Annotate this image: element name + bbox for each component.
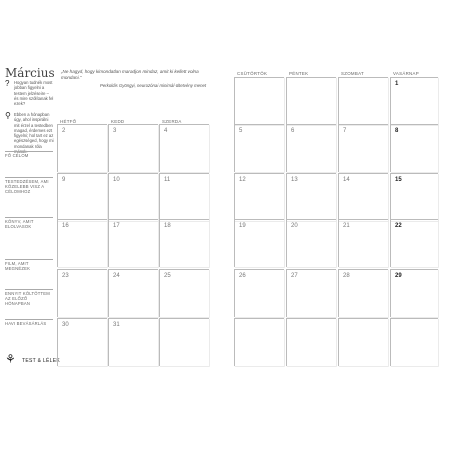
sidebar-field-label: ENNYIT KÖLTÖTTEM AZ ELŐZŐ HÓNAPBAN xyxy=(5,291,50,307)
calendar-day-cell[interactable] xyxy=(286,269,336,317)
calendar-day-cell[interactable] xyxy=(159,219,209,267)
day-number: 28 xyxy=(343,273,350,279)
sidebar-field-label: TESTEDZÉSEM, AMI KÖZELEBB VISZ A CÉLOMHOZ xyxy=(5,179,49,195)
location-pin-icon: ⚲ xyxy=(5,111,11,120)
calendar-day-cell[interactable] xyxy=(390,124,438,172)
day-number: 31 xyxy=(113,322,120,328)
day-number: 19 xyxy=(239,223,246,229)
weekday-header: SZERDA xyxy=(162,119,182,124)
day-number: 17 xyxy=(113,223,120,229)
sidebar-field-line xyxy=(5,319,53,320)
calendar-day-cell[interactable] xyxy=(234,219,284,267)
calendar-day-cell[interactable] xyxy=(286,173,336,221)
quote-author: Perkoldis Gyöngyi, neurozónai minimál-ültetvény menet xyxy=(100,83,207,88)
calendar-day-cell[interactable] xyxy=(286,219,336,267)
day-number: 9 xyxy=(62,177,66,183)
calendar-day-cell[interactable] xyxy=(338,173,388,221)
day-number: 12 xyxy=(239,177,246,183)
calendar-day-cell[interactable] xyxy=(57,124,107,172)
calendar-day-cell[interactable] xyxy=(338,77,388,125)
calendar-day-cell[interactable] xyxy=(108,124,158,172)
sidebar-field-label: FILM, AMIT MEGNÉZEK xyxy=(5,261,31,272)
day-number: 21 xyxy=(343,223,350,229)
calendar-day-cell[interactable] xyxy=(286,77,336,125)
reflection-text: Ebben a hónapban úgy, ahol inspirálni mit érzel a testedben magad, érdemes ezt figyelni; hol tart ez az egészséged, hogy mi mondanak róla mások. xyxy=(14,112,54,155)
day-number: 13 xyxy=(291,177,298,183)
day-number: 26 xyxy=(239,273,246,279)
day-number: 18 xyxy=(164,223,171,229)
calendar-day-cell[interactable] xyxy=(234,124,284,172)
monthly-quote: „Ne hagyd, hogy kimondatlan maradjon mindaz, amit ki kellett volna mondani.” xyxy=(61,69,199,81)
calendar-day-cell[interactable] xyxy=(286,318,336,366)
brand-logo xyxy=(5,353,65,367)
calendar-day-cell[interactable] xyxy=(159,318,209,366)
day-number: 6 xyxy=(291,128,295,134)
calendar-day-cell[interactable] xyxy=(108,318,158,366)
day-number: 15 xyxy=(395,177,402,183)
calendar-day-cell[interactable] xyxy=(57,318,107,366)
day-number: 3 xyxy=(113,128,117,134)
calendar-day-cell[interactable] xyxy=(57,173,107,221)
sidebar-field-label: FŐ CÉLOM xyxy=(5,153,29,158)
day-number: 5 xyxy=(239,128,243,134)
day-number: 20 xyxy=(291,223,298,229)
day-number: 7 xyxy=(343,128,347,134)
weekday-header: KEDD xyxy=(111,119,125,124)
calendar-day-cell[interactable] xyxy=(390,318,438,366)
calendar-day-cell[interactable] xyxy=(159,269,209,317)
calendar-day-cell[interactable] xyxy=(286,124,336,172)
calendar-day-cell[interactable] xyxy=(338,219,388,267)
month-title: Március xyxy=(5,66,55,80)
day-number: 22 xyxy=(395,223,402,229)
day-number: 2 xyxy=(62,128,66,134)
weekday-header: SZOMBAT xyxy=(341,71,364,76)
sidebar-field-label: KÖNYV, AMIT ELOLVASOK xyxy=(5,219,34,230)
calendar-day-cell[interactable] xyxy=(234,173,284,221)
day-number: 8 xyxy=(395,128,399,134)
calendar-day-cell[interactable] xyxy=(390,173,438,221)
calendar-day-cell[interactable] xyxy=(338,269,388,317)
day-number: 24 xyxy=(113,273,120,279)
lotus-icon: ⚘ xyxy=(5,352,16,366)
calendar-day-cell[interactable] xyxy=(57,219,107,267)
calendar-day-cell[interactable] xyxy=(338,124,388,172)
question-mark-icon: ? xyxy=(5,79,10,88)
day-number: 16 xyxy=(62,223,69,229)
day-number: 4 xyxy=(164,128,168,134)
sidebar-field-line xyxy=(5,177,53,178)
day-number: 23 xyxy=(62,273,69,279)
calendar-day-cell[interactable] xyxy=(108,219,158,267)
calendar-day-cell[interactable] xyxy=(390,269,438,317)
calendar-day-cell[interactable] xyxy=(338,318,388,366)
calendar-day-cell[interactable] xyxy=(159,124,209,172)
calendar-day-cell[interactable] xyxy=(108,173,158,221)
question-text: Hogyan tudnék most jobban figyelni a testem jelzéseire – és mire szólítanak fel ezek? xyxy=(14,80,54,107)
day-number: 1 xyxy=(395,81,399,87)
brand-name: TEST & LÉLEK xyxy=(22,358,60,364)
calendar-day-cell[interactable] xyxy=(234,318,284,366)
day-number: 25 xyxy=(164,273,171,279)
calendar-day-cell[interactable] xyxy=(234,77,284,125)
calendar-day-cell[interactable] xyxy=(234,269,284,317)
day-number: 14 xyxy=(343,177,350,183)
weekday-header: HÉTFŐ xyxy=(60,119,77,124)
sidebar-field-line xyxy=(5,217,53,218)
sidebar-field-line xyxy=(5,259,53,260)
weekday-header: VASÁRNAP xyxy=(393,71,419,76)
day-number: 29 xyxy=(395,273,402,279)
sidebar-field-label: HAVI BEVÁSÁRLÁS xyxy=(5,321,47,326)
calendar-day-cell[interactable] xyxy=(159,173,209,221)
day-number: 27 xyxy=(291,273,298,279)
day-number: 30 xyxy=(62,322,69,328)
weekday-header: PÉNTEK xyxy=(289,71,309,76)
weekday-header: CSÜTÖRTÖK xyxy=(237,71,268,76)
day-number: 11 xyxy=(164,177,171,183)
sidebar-field-line xyxy=(5,151,53,152)
calendar-day-cell[interactable] xyxy=(57,269,107,317)
calendar-day-cell[interactable] xyxy=(390,77,438,125)
calendar-day-cell[interactable] xyxy=(390,219,438,267)
calendar-day-cell[interactable] xyxy=(108,269,158,317)
day-number: 10 xyxy=(113,177,120,183)
sidebar-field-line xyxy=(5,289,53,290)
